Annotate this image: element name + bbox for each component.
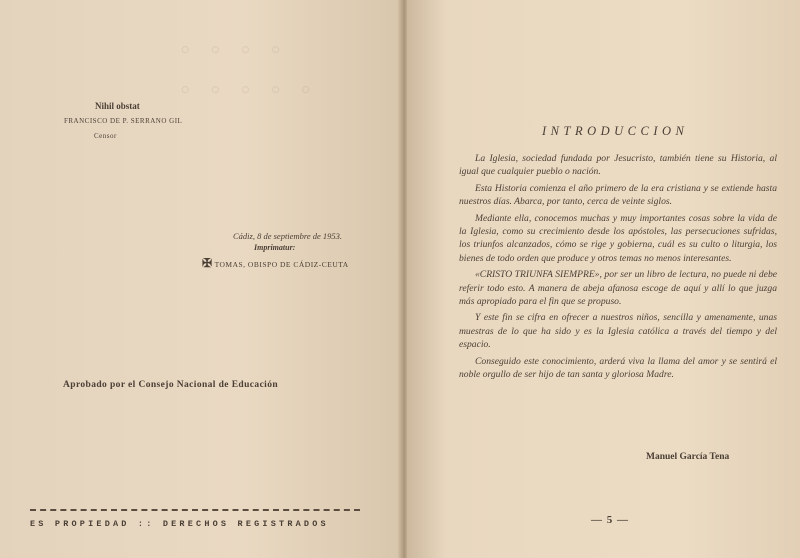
censor-role: Censor [94,132,117,140]
footer-divider [30,509,360,511]
copyright-notice: ES PROPIEDAD :: DERECHOS REGISTRADOS [30,519,329,529]
paragraph: Conseguido este conocimiento, arderá viva la llama del amor y se sentirá el noble orgullo de ser hijo de tan santa y gloriosa Madre. [459,355,777,381]
right-page [407,0,800,558]
paragraph: Esta Historia comienza el año primero de la era cristiana y se extiende hasta nuestros días. Abarca, por tanto, cerca de veinte siglos. [459,182,777,208]
bishop-name: TOMAS, OBISPO DE CÁDIZ-CEUTA [214,260,349,269]
imprimatur-label: Imprimatur: [254,243,296,252]
nihil-obstat-label: Nihil obstat [95,101,140,111]
page-number: — 5 — [591,514,629,526]
approval-statement: Aprobado por el Consejo Nacional de Educación [63,380,279,390]
introduction-body [459,152,777,385]
paragraph: Y este fin se cifra en ofrecer a nuestros niños, sencilla y amenamente, unas muestras de lo que ha sido y es la Iglesia católica a través del tiempo y del espacio. [459,312,777,351]
paragraph: «CRISTO TRIUNFA SIEMPRE», por ser un libro de lectura, no puede ni debe referir todo esto. A manera de abeja afanosa escoge de aquí y allí lo que juzga más apropiado para el fin que se propuso. [459,269,777,308]
censor-name: FRANCISCO DE P. SERRANO GIL [64,117,183,125]
paragraph: Mediante ella, conocemos muchas y muy importantes cosas sobre la vida de la Iglesia, como su crecimiento desde los apóstoles, las persecuciones sufridas, los triunfos alcanzados, cómo se rige y gobierna, cuál es su culto o liturgia, los bienes de todo orden que produce y otros temas no menos interesantes. [459,212,777,264]
bishop-line [202,256,349,271]
author-signature: Manuel García Tena [646,452,730,462]
cross-icon: ✠ [202,256,213,270]
paragraph: La Iglesia, sociedad fundada por Jesucristo, también tiene su Historia, al igual que cualquier pueblo o nación. [459,153,777,178]
bleed-through-text: ◦ ◦ ◦ ◦ ◦ ◦ ◦ ◦ ◦ [180,33,318,106]
place-date: Cádiz, 8 de septiembre de 1953. [233,231,342,241]
page-title: INTRODUCCION [542,124,689,138]
